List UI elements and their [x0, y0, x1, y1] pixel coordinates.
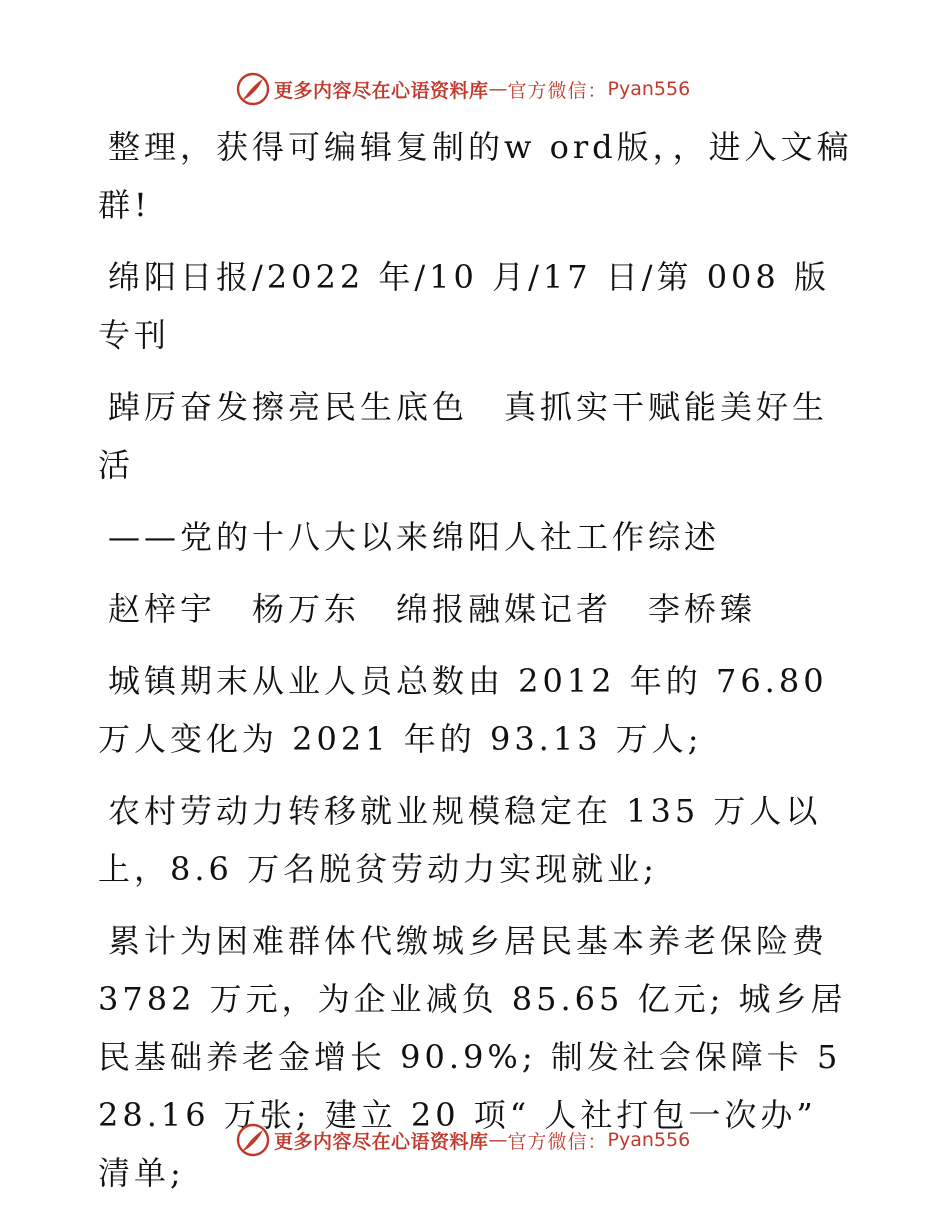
banner-wechat-label: 官方微信：: [507, 79, 608, 102]
article-title: 踔厉奋发擦亮民生底色 真抓实干赋能美好生活: [98, 388, 829, 484]
article-byline: 赵梓宇 杨万东 绵报融媒记者 李桥臻: [108, 590, 757, 628]
paragraph-intro: 整理，获得可编辑复制的w ord版，，进入文稿群!: [98, 128, 853, 224]
banner-wechat-id: Pyan556: [607, 78, 691, 100]
banner-wechat-label: 官方微信：: [507, 1130, 608, 1153]
banner-wechat-id: Pyan556: [607, 1129, 691, 1151]
feather-quill-logo-icon: [236, 72, 270, 106]
paragraph-employment: 城镇期末从业人员总数由 2012 年的 76.80 万人变化为 2021 年的 93.13 万人;: [98, 662, 828, 758]
feather-quill-logo-icon: [236, 1123, 270, 1157]
paragraph-rural-labor: 农村劳动力转移就业规模稳定在 135 万人以上，8.6 万名脱贫劳动力实现就业;: [98, 792, 822, 888]
banner-main-text: 更多内容尽在心语资料库: [274, 1130, 489, 1153]
paragraph-source-line: 绵阳日报/2022 年/10 月/17 日/第 008 版专刊: [98, 258, 830, 354]
banner-separator: —: [488, 78, 508, 100]
banner-separator: —: [488, 1129, 508, 1151]
document-body: [98, 118, 858, 1216]
paragraph-social-security: 累计为困难群体代缴城乡居民基本养老保险费 3782 万元，为企业减负 85.65 亿元; 城乡居民基础养老金增长 90.9%; 制发社会保障卡 528.16 万张; 建立 20 项“ 人社打包一次办” 清单;: [98, 922, 847, 1192]
header-watermark-banner: [236, 72, 716, 106]
banner-main-text: 更多内容尽在心语资料库: [274, 79, 489, 102]
footer-watermark-banner: [236, 1123, 716, 1157]
article-subtitle: ——党的十八大以来绵阳人社工作综述: [108, 518, 721, 556]
